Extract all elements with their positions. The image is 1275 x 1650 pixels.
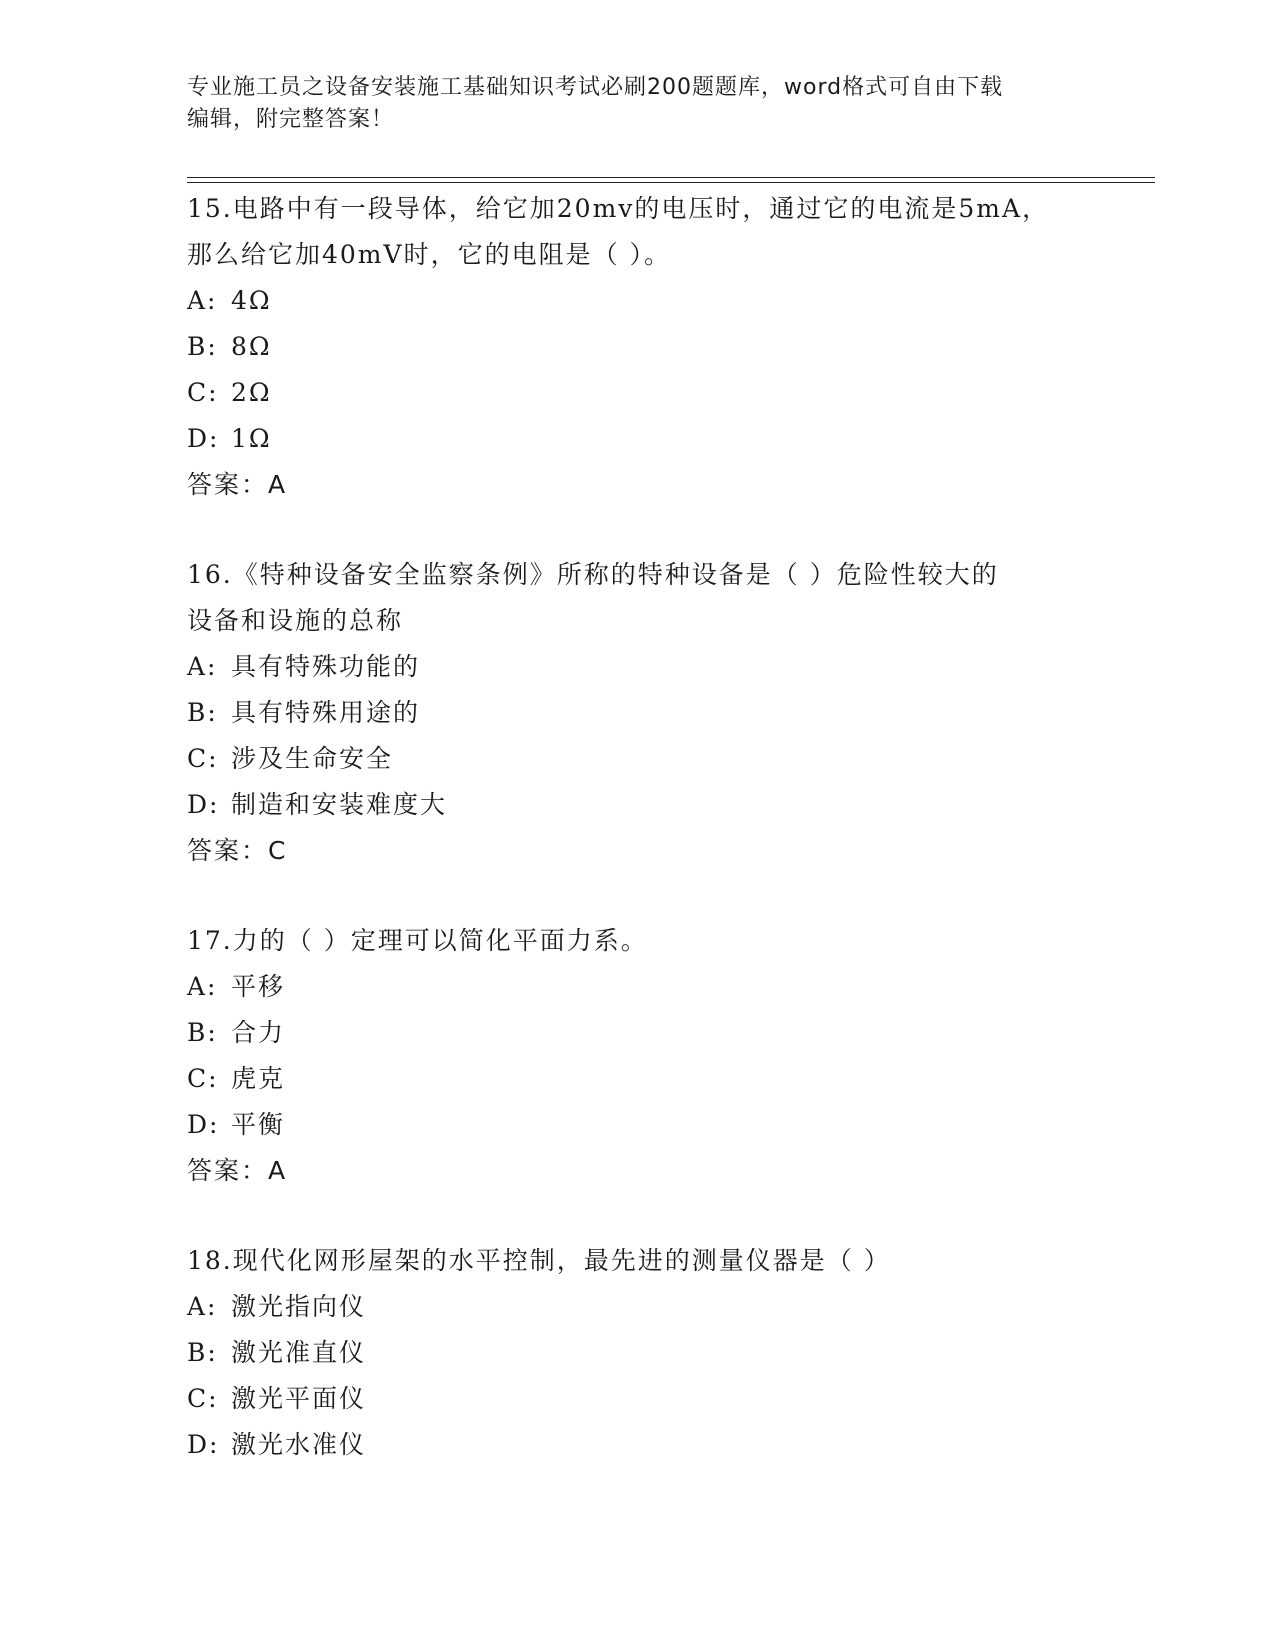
- header-divider-top: [187, 177, 1155, 178]
- option-letter: D:: [187, 1110, 220, 1139]
- option-letter: A:: [187, 1292, 218, 1321]
- option-text: 合力: [231, 1018, 286, 1047]
- option-letter: D:: [187, 424, 220, 453]
- option-c: [187, 736, 1087, 782]
- question-list: [187, 186, 1087, 1512]
- option-letter: B:: [187, 1018, 218, 1047]
- option-a: [187, 644, 1087, 690]
- option-letter: B:: [187, 1338, 218, 1367]
- option-letter: C:: [187, 1064, 219, 1093]
- option-c: [187, 370, 1087, 416]
- option-text: 4Ω: [231, 286, 272, 315]
- question-17: [187, 918, 1087, 1194]
- option-text: 激光准直仪: [231, 1338, 367, 1367]
- option-letter: C:: [187, 744, 219, 773]
- option-text: 8Ω: [231, 332, 272, 361]
- option-text: 激光水准仪: [231, 1430, 367, 1459]
- question-stem-line: 16.《特种设备安全监察条例》所称的特种设备是（ ）危险性较大的: [187, 560, 999, 589]
- header-title-line-2: 编辑，附完整答案！: [187, 107, 395, 132]
- question-stem-line: 设备和设施的总称: [187, 606, 404, 635]
- question-16: [187, 552, 1087, 874]
- answer-line: 答案：C: [187, 836, 288, 865]
- option-text: 2Ω: [231, 378, 272, 407]
- question-stem: [187, 1238, 1087, 1284]
- option-letter: B:: [187, 698, 218, 727]
- option-d: [187, 1102, 1087, 1148]
- option-letter: D:: [187, 790, 220, 819]
- option-letter: C:: [187, 1384, 219, 1413]
- answer-line: 答案：A: [187, 1156, 288, 1185]
- option-b: [187, 1010, 1087, 1056]
- question-stem-line: 那么给它加40mV时，它的电阻是（ ）。: [187, 240, 672, 269]
- option-text: 具有特殊用途的: [231, 698, 421, 727]
- question-15: [187, 186, 1087, 508]
- answer-line: 答案：A: [187, 470, 288, 499]
- option-letter: A:: [187, 286, 218, 315]
- option-text: 平移: [231, 972, 286, 1001]
- option-d: [187, 416, 1087, 462]
- option-text: 具有特殊功能的: [231, 652, 421, 681]
- option-a: [187, 1284, 1087, 1330]
- option-b: [187, 1330, 1087, 1376]
- question-18: [187, 1238, 1087, 1468]
- option-a: [187, 278, 1087, 324]
- option-b: [187, 324, 1087, 370]
- question-stem-line: 15.电路中有一段导体，给它加20mv的电压时，通过它的电流是5mA，: [187, 194, 1050, 223]
- option-c: [187, 1376, 1087, 1422]
- option-text: 制造和安装难度大: [231, 790, 448, 819]
- option-text: 虎克: [231, 1064, 286, 1093]
- option-letter: A:: [187, 972, 218, 1001]
- option-d: [187, 1422, 1087, 1468]
- option-text: 平衡: [231, 1110, 286, 1139]
- option-letter: B:: [187, 332, 218, 361]
- option-c: [187, 1056, 1087, 1102]
- question-stem: [187, 552, 1087, 644]
- option-text: 激光平面仪: [231, 1384, 367, 1413]
- option-letter: C:: [187, 378, 219, 407]
- option-text: 1Ω: [231, 424, 272, 453]
- option-text: 涉及生命安全: [231, 744, 394, 773]
- option-letter: A:: [187, 652, 218, 681]
- option-letter: D:: [187, 1430, 220, 1459]
- option-text: 激光指向仪: [231, 1292, 367, 1321]
- header-divider-bottom: [187, 182, 1155, 183]
- question-stem: [187, 186, 1087, 278]
- question-stem: [187, 918, 1087, 964]
- question-stem-line: 17.力的（ ）定理可以简化平面力系。: [187, 926, 648, 955]
- option-d: [187, 782, 1087, 828]
- header-title-line-1: 专业施工员之设备安装施工基础知识考试必刷200题题库，word格式可自由下载: [187, 75, 1004, 100]
- document-header: [187, 72, 1077, 136]
- option-b: [187, 690, 1087, 736]
- option-a: [187, 964, 1087, 1010]
- question-stem-line: 18.现代化网形屋架的水平控制，最先进的测量仪器是（ ）: [187, 1246, 891, 1275]
